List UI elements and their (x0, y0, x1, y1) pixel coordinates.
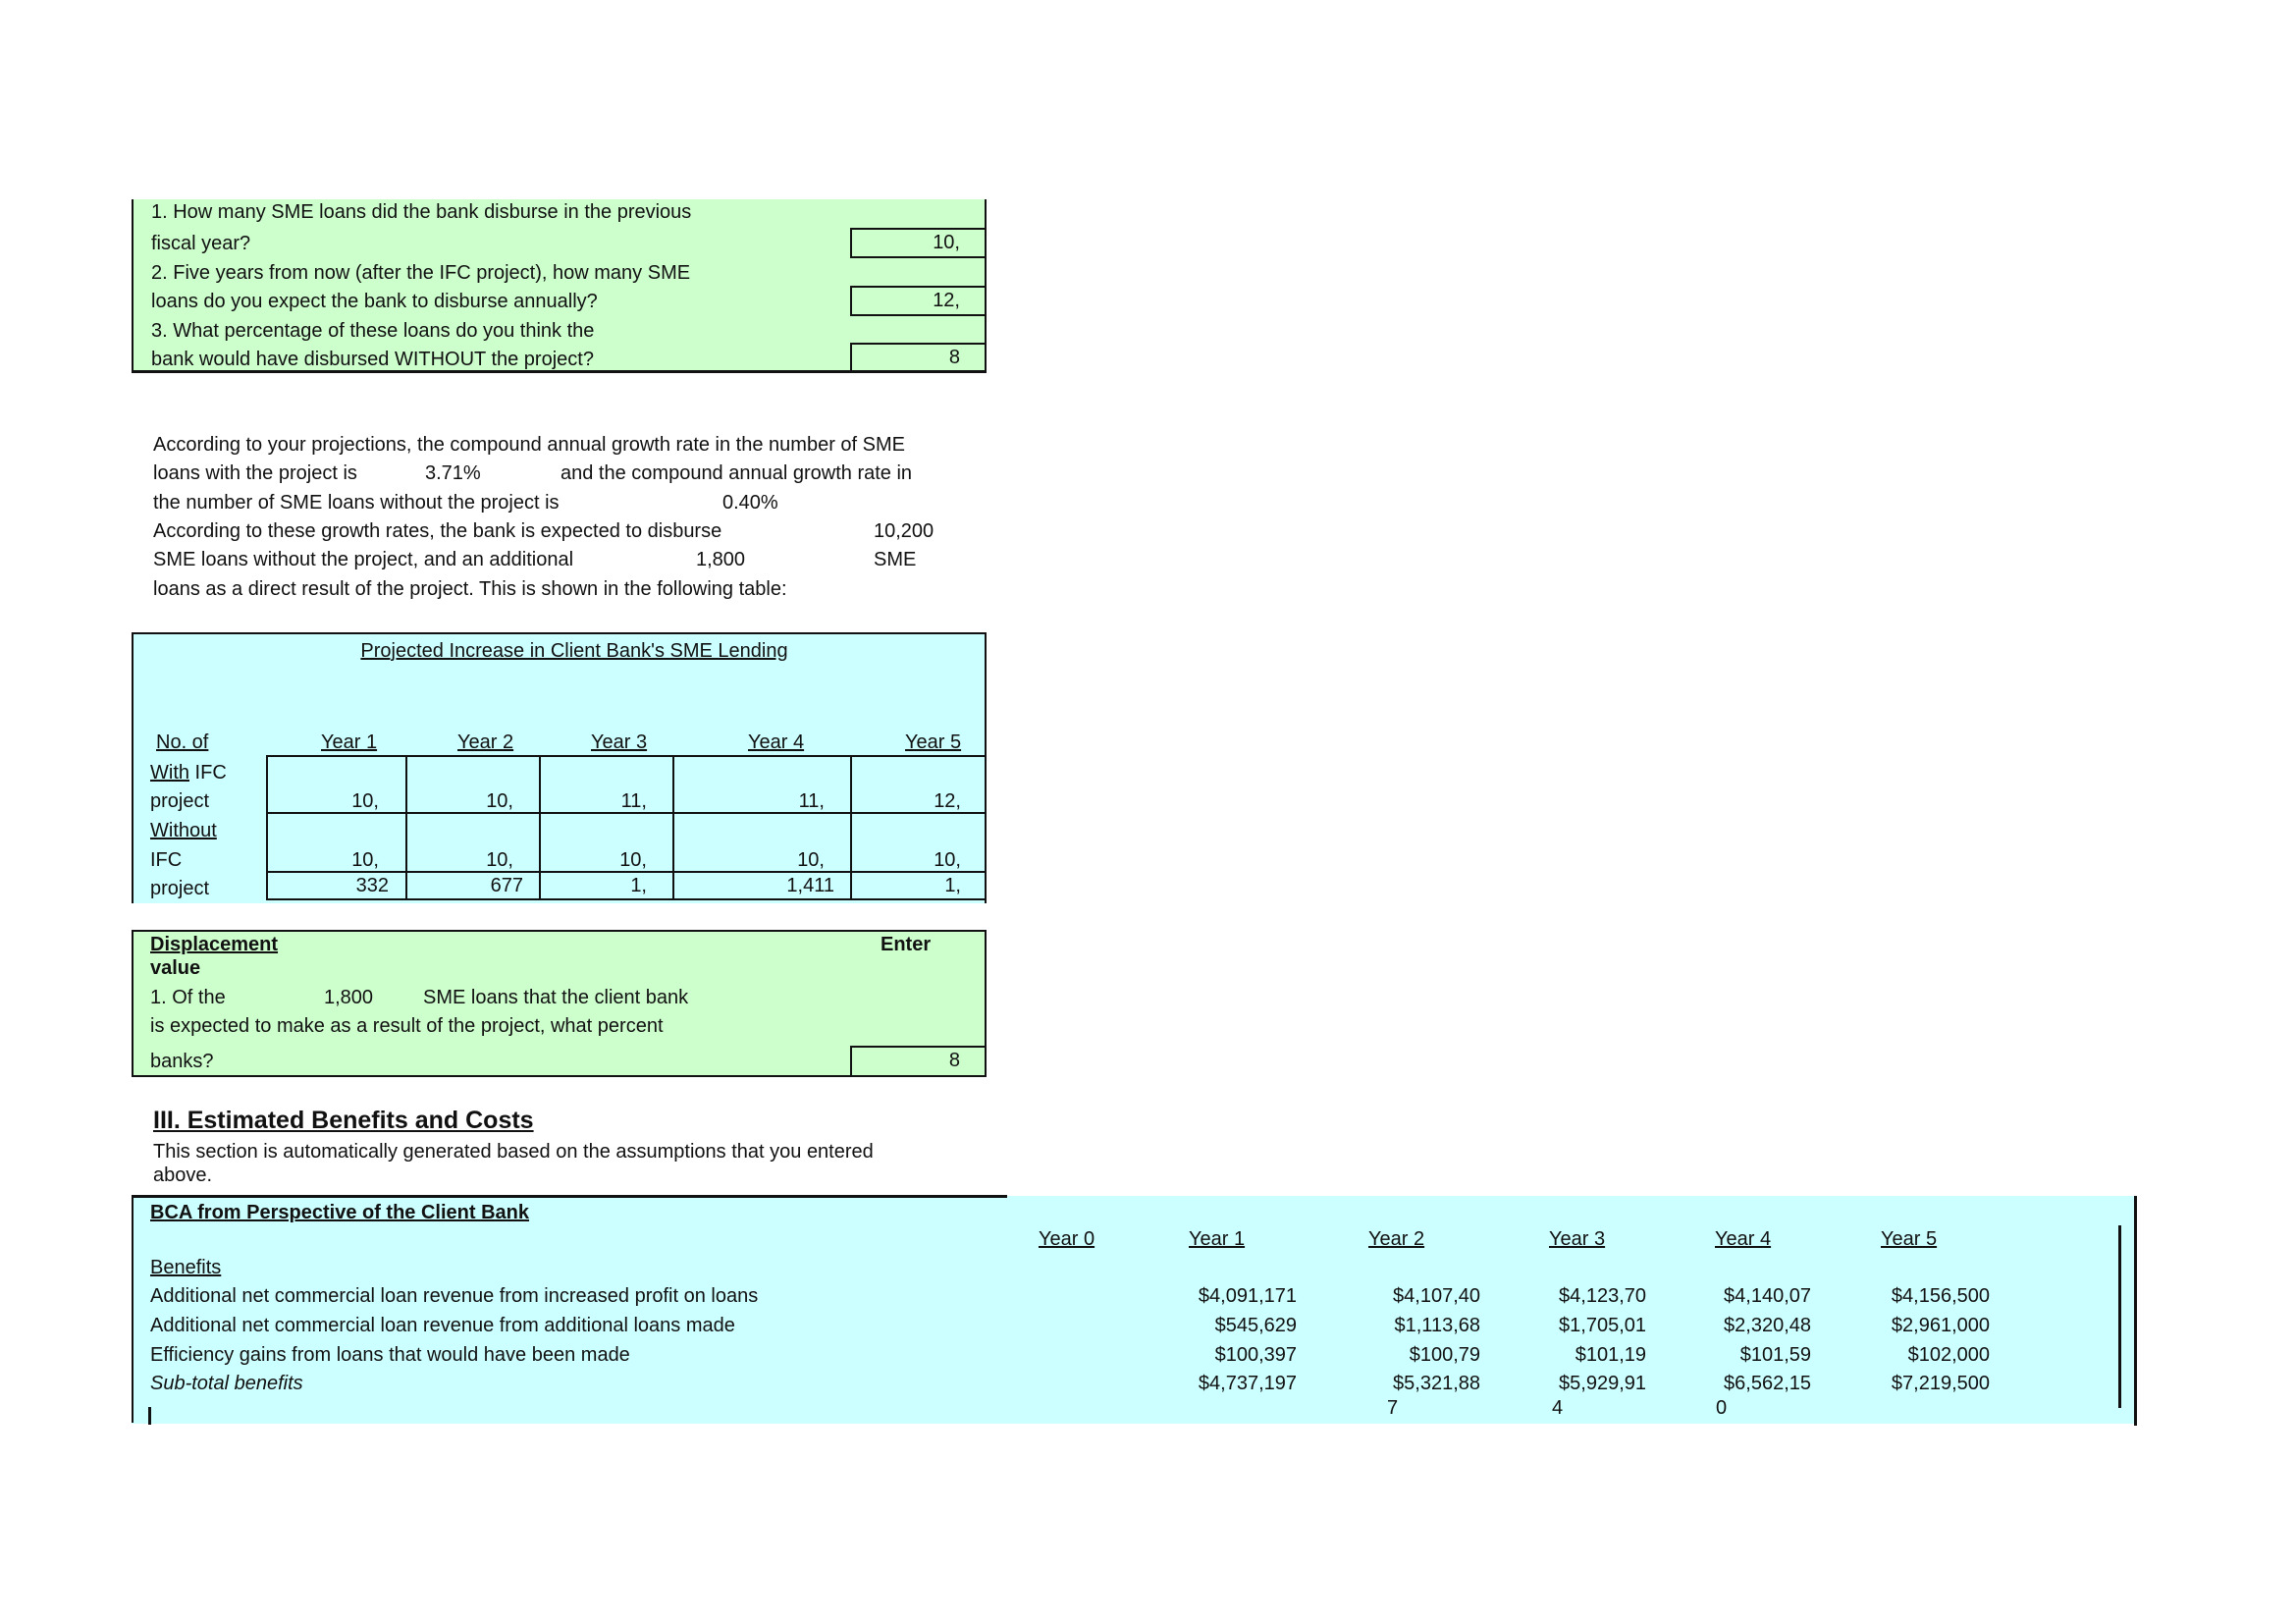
projection-year-2: Year 2 (457, 731, 514, 753)
bca-row-3-y2: $100,79 (1409, 1344, 1480, 1366)
summary-line-6: loans as a direct result of the project. This is shown in the following table: (153, 578, 787, 600)
without-value-y3: 10, (619, 849, 647, 871)
with-value-y4: 11, (798, 790, 825, 812)
bca-row-3-y3: $101,19 (1575, 1344, 1646, 1366)
bca-subtotal-y2: $5,321,88 (1393, 1373, 1480, 1394)
question-3-line-1: 3. What percentage of these loans do you think the (151, 320, 595, 342)
bca-subtotal-y3: $5,929,91 (1559, 1373, 1646, 1394)
displacement-loans: 1,800 (324, 987, 374, 1008)
summary-line-2-b: and the compound annual growth rate in (561, 462, 913, 484)
diff-value-y4: 1,411 (786, 875, 834, 896)
with-value-y5: 12, (934, 790, 961, 812)
with-label: With (150, 762, 189, 784)
without-ifc-label-3: project (150, 878, 210, 899)
displacement-value: 8 (948, 1050, 960, 1071)
bca-row-3-y5: $102,000 (1907, 1344, 1990, 1366)
with-value-y3: 11, (620, 790, 647, 812)
projection-year-5: Year 5 (905, 731, 962, 753)
with-value-y2: 10, (486, 790, 513, 812)
bca-inner-right-border (2118, 1225, 2121, 1408)
diff-value-y5: 1, (944, 875, 961, 896)
bca-row-1-y5: $4,156,500 (1891, 1285, 1990, 1307)
bca-row-2-y1: $545,629 (1214, 1315, 1297, 1336)
bca-overflow-digit-y3: 4 (1552, 1397, 1564, 1419)
bca-overflow-clip (1374, 1396, 1767, 1419)
question-2-value: 12, (933, 290, 960, 311)
bca-year-4: Year 4 (1715, 1228, 1772, 1250)
summary-line-5-a: SME loans without the project, and an additional (153, 549, 574, 570)
question-3-line-2: bank would have disbursed WITHOUT the project? (151, 349, 594, 370)
projection-year-3: Year 3 (591, 731, 648, 753)
growth-rate-with-project: 3.71% (425, 462, 481, 484)
bca-subtotal-y1: $4,737,197 (1198, 1373, 1297, 1394)
summary-line-1: According to your projections, the compound annual growth rate in the number of SME (153, 434, 905, 456)
bca-row-2-y5: $2,961,000 (1891, 1315, 1990, 1336)
bca-row-1-y4: $4,140,07 (1724, 1285, 1811, 1307)
projection-table-title: Projected Increase in Client Bank's SME Lending (360, 640, 788, 662)
question-1-value: 10, (933, 232, 960, 253)
displacement-line-1-a: 1. Of the (150, 987, 226, 1008)
bca-row-1-label: Additional net commercial loan revenue from increased profit on loans (150, 1285, 759, 1307)
question-1-line-2: fiscal year? (151, 233, 251, 254)
bca-row-2-label: Additional net commercial loan revenue from additional loans made (150, 1315, 735, 1336)
bca-year-1: Year 1 (1189, 1228, 1246, 1250)
bca-row-1-y1: $4,091,171 (1198, 1285, 1297, 1307)
bca-subtotal-y5: $7,219,500 (1891, 1373, 1990, 1394)
bca-overflow-digit-y4: 0 (1716, 1397, 1728, 1419)
with-ifc-label-1 (150, 761, 227, 785)
displacement-line-3: banks? (150, 1051, 214, 1072)
bca-left-border (132, 1195, 133, 1423)
bca-row-3-y1: $100,397 (1214, 1344, 1297, 1366)
with-ifc-suffix: IFC (189, 762, 227, 784)
bca-benefits-label: Benefits (150, 1257, 222, 1278)
growth-rate-without-project: 0.40% (722, 492, 778, 514)
bca-row-2-y4: $2,320,48 (1724, 1315, 1811, 1336)
displacement-line-1-b: SME loans that the client bank (423, 987, 689, 1008)
question-2-line-2: loans do you expect the bank to disburse annually? (151, 291, 598, 312)
with-value-y1: 10, (351, 790, 379, 812)
bca-subtotal-label: Sub-total benefits (150, 1373, 303, 1394)
displacement-enter-label: Enter (881, 934, 932, 955)
bca-top-border (132, 1195, 1007, 1198)
summary-line-4-a: According to these growth rates, the bank is expected to disburse (153, 520, 722, 542)
bca-left-tick (148, 1407, 151, 1425)
additional-loans: 1,800 (696, 549, 746, 570)
without-value-y5: 10, (934, 849, 961, 871)
bca-row-2-y2: $1,113,68 (1394, 1315, 1480, 1336)
without-ifc-label-1: Without (150, 820, 217, 841)
with-ifc-label-2: project (150, 790, 210, 812)
bca-year-2: Year 2 (1368, 1228, 1425, 1250)
bca-row-1-y2: $4,107,40 (1393, 1285, 1480, 1307)
section-3-desc-line-2: above. (153, 1164, 213, 1186)
bca-row-2-y3: $1,705,01 (1559, 1315, 1646, 1336)
bca-row-1-y3: $4,123,70 (1559, 1285, 1646, 1307)
summary-line-5-b: SME (874, 549, 917, 570)
bca-year-0: Year 0 (1039, 1228, 1095, 1250)
without-ifc-label-2: IFC (150, 849, 183, 871)
without-value-y4: 10, (797, 849, 825, 871)
displacement-title-2: value (150, 957, 201, 979)
bca-row-3-y4: $101,59 (1739, 1344, 1811, 1366)
bca-year-3: Year 3 (1549, 1228, 1606, 1250)
bca-right-border (2134, 1196, 2137, 1426)
projection-year-1: Year 1 (321, 731, 378, 753)
without-value-y2: 10, (486, 849, 513, 871)
section-3-desc-line-1: This section is automatically generated based on the assumptions that you entered (153, 1141, 874, 1163)
questions-left-border (132, 199, 133, 372)
loans-without-project: 10,200 (874, 520, 934, 542)
summary-line-2-a: loans with the project is (153, 462, 357, 484)
question-2-line-1: 2. Five years from now (after the IFC project), how many SME (151, 262, 691, 284)
diff-value-y1: 332 (355, 875, 389, 896)
section-3-heading: III. Estimated Benefits and Costs (153, 1107, 534, 1134)
without-value-y1: 10, (351, 849, 379, 871)
displacement-title: Displacement (150, 934, 279, 955)
projection-header-label: No. of (156, 731, 209, 753)
question-3-value: 8 (948, 347, 960, 368)
bca-subtotal-y4: $6,562,15 (1724, 1373, 1811, 1394)
bca-year-5: Year 5 (1881, 1228, 1938, 1250)
bca-title: BCA from Perspective of the Client Bank (150, 1202, 530, 1223)
bca-overflow-digit-y2: 7 (1387, 1397, 1399, 1419)
bca-row-3-label: Efficiency gains from loans that would have been made (150, 1344, 630, 1366)
diff-value-y3: 1, (630, 875, 647, 896)
diff-value-y2: 677 (490, 875, 523, 896)
displacement-line-2: is expected to make as a result of the project, what percent (150, 1015, 664, 1037)
summary-line-3-a: the number of SME loans without the project is (153, 492, 560, 514)
projection-year-4: Year 4 (748, 731, 805, 753)
question-1-line-1: 1. How many SME loans did the bank disburse in the previous (151, 201, 692, 223)
